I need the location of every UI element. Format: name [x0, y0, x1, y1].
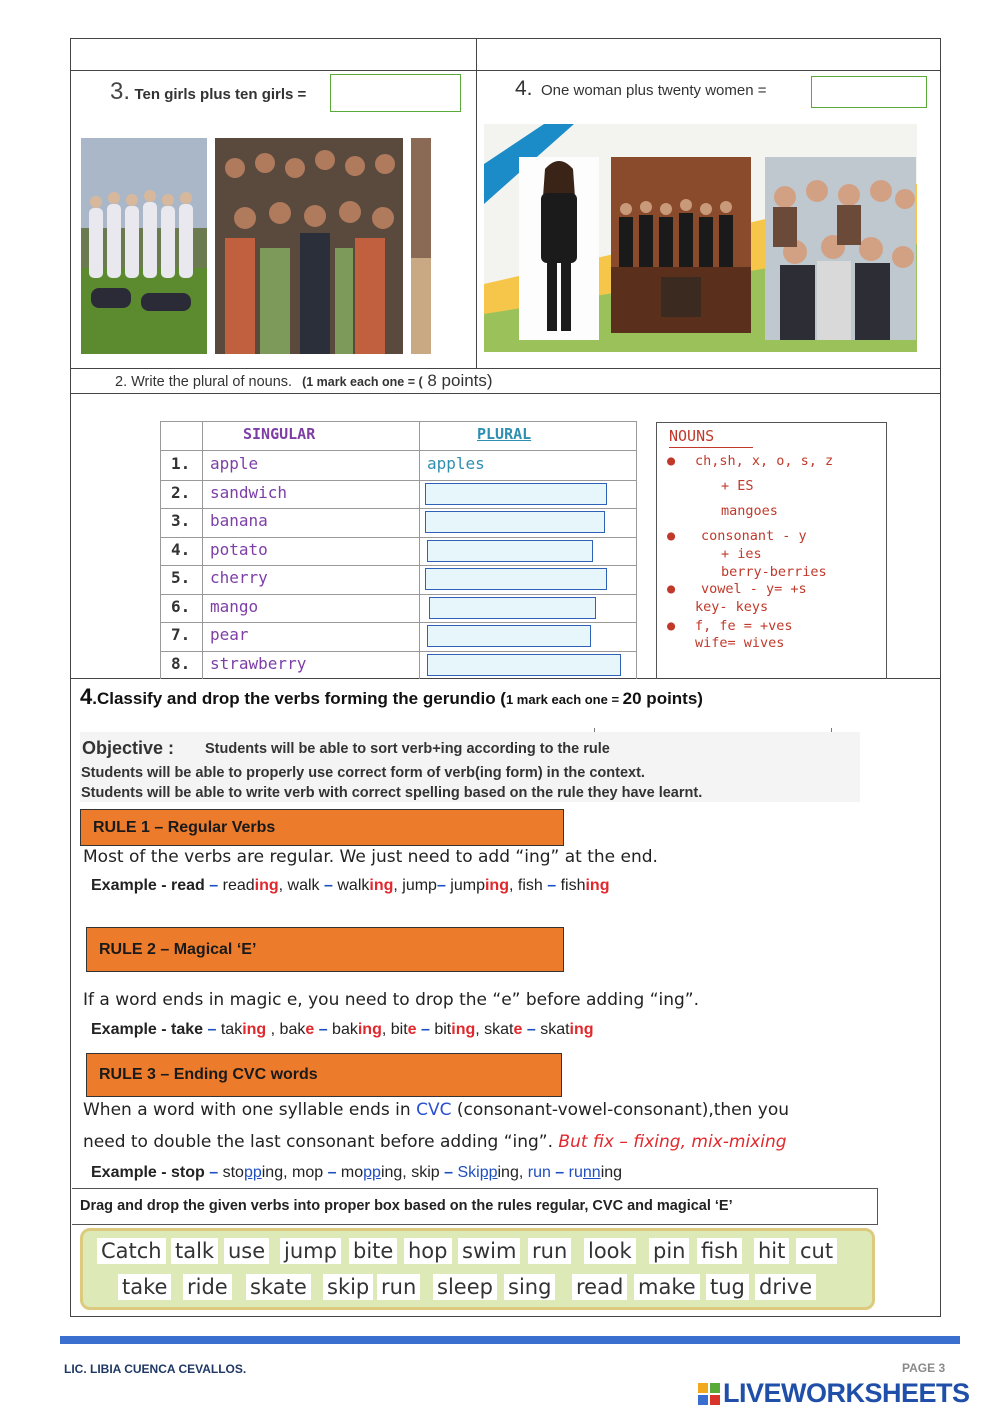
- ex-part: run: [527, 1164, 551, 1181]
- rule-3-bar: [86, 1053, 562, 1097]
- rule-3-text-line-2: [83, 1132, 787, 1152]
- rule-2-example: [91, 1021, 594, 1039]
- drag-instruction: Drag and drop the given verbs into proper box based on the rules regular, CVC and magical ‘E’: [80, 1198, 733, 1214]
- ex-part: –: [436, 877, 451, 894]
- ex-part: ing,: [261, 1164, 292, 1181]
- ex-part: e: [407, 1021, 417, 1038]
- woman-photo: [519, 157, 599, 340]
- row-number: 3.: [171, 511, 191, 530]
- verb-chip[interactable]: skip: [323, 1274, 373, 1300]
- verb-chip[interactable]: hop: [404, 1238, 452, 1264]
- ex-part: –: [204, 1164, 223, 1181]
- ex-part: ru: [568, 1164, 583, 1181]
- rule-2-text: If a word ends in magic e, you need to drop the “e” before adding “ing”.: [83, 990, 700, 1010]
- ex-part: , bak: [266, 1021, 306, 1038]
- ex-part: –: [550, 1164, 569, 1181]
- ex-part: ing: [569, 1021, 594, 1038]
- ex-part: mop: [292, 1164, 324, 1181]
- ex-part: mo: [340, 1164, 364, 1181]
- verb-chip[interactable]: sleep: [433, 1274, 497, 1300]
- ex-part: nn: [582, 1164, 601, 1181]
- nouns-line: mangoes: [721, 503, 778, 519]
- nouns-line: ch,sh, x, o, s, z: [695, 453, 834, 469]
- ex-part: –: [319, 877, 338, 894]
- bullet-icon: ●: [667, 581, 676, 597]
- ex-part: ing: [451, 1021, 476, 1038]
- verb-chip[interactable]: swim: [458, 1238, 520, 1264]
- footer-page: PAGE 3: [902, 1361, 946, 1375]
- drag-instruction-box: [72, 1188, 878, 1225]
- plural-table: [160, 421, 637, 679]
- ex-part: ing: [585, 877, 610, 894]
- example-label: Example -: [91, 1164, 172, 1181]
- singular-noun: strawberry: [210, 653, 307, 673]
- plural-input[interactable]: [427, 654, 621, 676]
- ex-part: pp: [243, 1164, 262, 1181]
- objective-label: Objective :: [82, 738, 175, 758]
- section-4-marks-small: 1 mark each one =: [505, 692, 623, 707]
- verb-chip[interactable]: pin: [649, 1238, 689, 1264]
- nouns-rules-box: [656, 422, 887, 679]
- singular-noun: cherry: [210, 568, 268, 587]
- section-4-number: 4: [80, 684, 93, 709]
- section-4-title: [80, 684, 703, 710]
- nouns-line: wife= wives: [695, 635, 785, 651]
- ex-part: pp: [363, 1164, 381, 1181]
- row-number: 7.: [171, 625, 191, 644]
- verb-chip[interactable]: run: [528, 1238, 571, 1264]
- row-number: 5.: [171, 568, 191, 587]
- logo-icon: [698, 1383, 720, 1405]
- ex-part: , bit: [381, 1021, 408, 1038]
- row-number: 8.: [171, 653, 191, 673]
- singular-noun: apple: [210, 454, 259, 473]
- verb-chip[interactable]: read: [572, 1274, 627, 1300]
- header-singular: SINGULAR: [243, 425, 316, 443]
- ex-part: fish: [560, 877, 586, 894]
- verb-chip[interactable]: take: [118, 1274, 171, 1300]
- ex-part: bak: [332, 1021, 358, 1038]
- plural-input[interactable]: [425, 511, 605, 533]
- verb-chip[interactable]: hit: [754, 1238, 789, 1264]
- ex-part: –: [439, 1164, 458, 1181]
- ex-part: –: [323, 1164, 341, 1181]
- objective-line-2: Students will be able to properly use correct form of verb(ing form) in the context.: [81, 765, 645, 781]
- rule-3-text-part: When a word with one syllable ends in: [83, 1100, 417, 1120]
- rule-3-text-part: need to double the last consonant before adding “ing”.: [83, 1132, 559, 1152]
- objective-line-1: Students will be able to sort verb+ing according to the rule: [205, 741, 610, 757]
- verb-chip[interactable]: cut: [796, 1238, 837, 1264]
- girl-photo-partial: [411, 138, 431, 354]
- liveworksheets-logo: [698, 1378, 970, 1409]
- rule-1-bar: [80, 809, 564, 846]
- women-group-photo: [765, 157, 916, 340]
- ex-part: , fish: [508, 877, 543, 894]
- ex-part: walk: [337, 877, 370, 894]
- rule-1-title: RULE 1 – Regular Verbs: [93, 818, 276, 836]
- ex-part: –: [542, 877, 561, 894]
- q4-answer-input[interactable]: [811, 76, 927, 108]
- logo-text: LIVEWORKSHEETS: [723, 1378, 970, 1408]
- section-4-marks-big: 20 points): [622, 689, 703, 708]
- q4-text: One woman plus twenty women =: [540, 82, 767, 99]
- plural-noun: apples: [427, 454, 485, 473]
- section-2-title-text: 2. Write the plural of nouns.: [115, 374, 293, 390]
- nouns-line: f, fe = +ves: [695, 618, 793, 634]
- verb-chip[interactable]: bite: [349, 1238, 397, 1264]
- verb-chip[interactable]: jump: [280, 1238, 341, 1264]
- nouns-title: NOUNS: [669, 427, 715, 445]
- verb-chip[interactable]: sing: [504, 1274, 555, 1300]
- nouns-line: berry-berries: [721, 564, 827, 580]
- ex-part: ing: [357, 1021, 382, 1038]
- q4-number: 4.: [515, 77, 533, 100]
- singular-noun: pear: [210, 625, 249, 644]
- ex-part: ing: [254, 877, 279, 894]
- ex-part: bit: [434, 1021, 452, 1038]
- plural-input[interactable]: [425, 568, 607, 590]
- singular-noun: sandwich: [210, 482, 288, 502]
- ex-part: , skat: [475, 1021, 514, 1038]
- verb-chip[interactable]: use: [224, 1238, 269, 1264]
- row-number: 2.: [171, 482, 191, 502]
- ex-part: read: [222, 877, 255, 894]
- verb-chip[interactable]: drive: [755, 1274, 816, 1300]
- plural-input[interactable]: [429, 597, 596, 619]
- ex-part: read: [171, 877, 205, 894]
- ex-part: ing: [369, 877, 394, 894]
- rule-2-title: RULE 2 – Magical ‘E’: [99, 940, 257, 958]
- ex-part: skat: [540, 1021, 570, 1038]
- rule-3-example: [91, 1164, 622, 1182]
- girls-group-photo: [215, 138, 403, 354]
- plural-input[interactable]: [425, 483, 607, 505]
- ex-part: ing: [242, 1021, 267, 1038]
- women-courtroom-photo: [611, 157, 751, 333]
- section-4-title-text: .Classify and drop the verbs forming the gerundio (: [92, 689, 506, 708]
- bullet-icon: ●: [667, 453, 676, 469]
- q3-number: 3.: [110, 78, 131, 105]
- verb-chip[interactable]: look: [584, 1238, 636, 1264]
- verb-chip[interactable]: make: [634, 1274, 700, 1300]
- ex-part: ing: [484, 877, 509, 894]
- rule-3-text-part: (consonant-vowel-consonant),then you: [451, 1100, 790, 1120]
- example-label: Example -: [91, 877, 172, 894]
- nouns-line: + ES: [721, 478, 754, 494]
- verb-chip[interactable]: skate: [246, 1274, 311, 1300]
- footer-rule: [60, 1336, 960, 1344]
- ex-part: , jump: [393, 877, 437, 894]
- verb-chip[interactable]: fish: [697, 1238, 742, 1264]
- rule-3-title: RULE 3 – Ending CVC words: [99, 1066, 318, 1083]
- ex-part: ing: [600, 1164, 623, 1181]
- q3-answer-input[interactable]: [330, 74, 461, 112]
- row-number: 4.: [171, 539, 191, 559]
- nouns-line: key- keys: [695, 599, 769, 615]
- ex-part: –: [203, 1021, 221, 1038]
- row-number: 6.: [171, 596, 191, 616]
- ex-part: e: [513, 1021, 523, 1038]
- ex-part: –: [522, 1021, 541, 1038]
- ex-part: –: [204, 877, 223, 894]
- ex-part: take: [171, 1021, 204, 1038]
- row-number: 1.: [171, 454, 191, 473]
- rule-3-exception: But fix – fixing, mix-mixing: [558, 1132, 787, 1152]
- ex-part: jump: [450, 877, 485, 894]
- question-3: [110, 78, 306, 106]
- verb-chip[interactable]: tug: [706, 1274, 749, 1300]
- girls-team-photo: [81, 138, 207, 354]
- rule-2-bar: [86, 927, 564, 972]
- verb-chip[interactable]: talk: [171, 1238, 218, 1264]
- question-4: [515, 77, 767, 101]
- bullet-icon: ●: [667, 618, 676, 634]
- rule-1-text: Most of the verbs are regular. We just need to add “ing” at the end.: [83, 847, 658, 867]
- objective-line-3: Students will be able to write verb with correct spelling based on the rule they have learnt.: [81, 785, 703, 801]
- ex-part: sto: [222, 1164, 244, 1181]
- nouns-line: consonant - y: [701, 528, 807, 544]
- footer-author: LIC. LIBIA CUENCA CEVALLOS.: [64, 1362, 247, 1376]
- plural-input[interactable]: [427, 625, 591, 647]
- ex-part: stop: [171, 1164, 205, 1181]
- example-label: Example -: [91, 1021, 172, 1038]
- ex-part: –: [314, 1021, 333, 1038]
- ex-part: , walk: [278, 877, 320, 894]
- singular-noun: potato: [210, 539, 268, 559]
- ex-part: pp: [479, 1164, 498, 1181]
- ex-part: –: [416, 1021, 435, 1038]
- verb-chip[interactable]: ride: [183, 1274, 232, 1300]
- section-2-title: [115, 371, 493, 391]
- ex-part: ing,: [497, 1164, 528, 1181]
- bullet-icon: ●: [667, 528, 676, 544]
- ex-part: skip: [411, 1164, 440, 1181]
- verb-chip[interactable]: run: [377, 1274, 420, 1300]
- plural-input[interactable]: [427, 540, 593, 562]
- ex-part: tak: [220, 1021, 243, 1038]
- header-plural: PLURAL: [477, 425, 532, 443]
- nouns-line: vowel - y= +s: [701, 581, 807, 597]
- q3-text: Ten girls plus ten girls =: [134, 86, 307, 103]
- rule-1-example: [91, 877, 609, 895]
- singular-noun: banana: [210, 511, 268, 530]
- singular-noun: mango: [210, 596, 259, 616]
- ex-part: ing,: [380, 1164, 412, 1181]
- ex-part: e: [305, 1021, 315, 1038]
- rule-3-cvc: CVC: [416, 1100, 452, 1120]
- ex-part: Ski: [457, 1164, 480, 1181]
- section-2-marks-big: 8 points): [422, 371, 493, 390]
- section-2-marks-small: (1 mark each one = (: [302, 375, 423, 389]
- verb-chip[interactable]: Catch: [97, 1238, 166, 1264]
- rule-3-text-line-1: [83, 1100, 789, 1120]
- nouns-line: + ies: [721, 546, 762, 562]
